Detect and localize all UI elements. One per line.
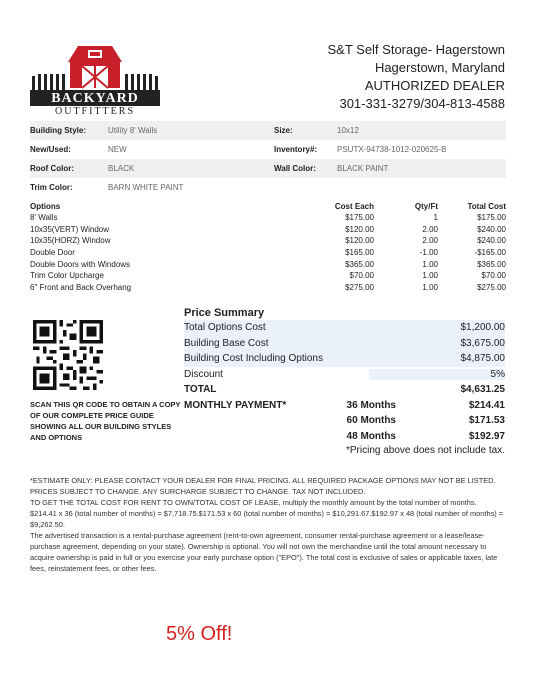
table-row [30,270,506,282]
option-name: 10x35(VERT) Window [30,224,109,234]
promo-text: 5% Off! [166,623,233,645]
table-row [30,235,506,247]
monthly-amount: $192.97 [468,430,505,442]
option-total: $275.00 [477,282,506,292]
cost-incl-options-label: Building Cost Including Options [184,353,323,365]
dealer-type: AUTHORIZED DEALER [364,78,505,93]
discount-label: Discount [184,368,223,380]
price-summary [184,306,505,458]
inventory-value: PSUTX-94738-1012-020625-B [337,145,447,154]
option-cost: $365.00 [345,259,374,269]
disclaimer-calculations: $214.41 x 36 (total number of months) = $7,718.75.$171.53 x 60 (total number of months) = $10,291.67.$192.97 x 48 (total number of months) = $9,262.50. [30,509,504,529]
building-style-value: Utility 8' Walls [108,126,158,135]
header-total-cost: Total Cost [467,201,506,211]
disclaimer-estimate: *ESTIMATE ONLY: PLEASE CONTACT YOUR DEALER FOR FINAL PRICING. ALL REQUIRED PACKAGE OPTIONS MAY NOT BE LISTED. PRICES SUBJECT TO CHANGE. ANY SURCHARGE SUBJECT TO CHANGE. TAX NOT INCLUDED. [30,476,496,496]
trim-color-value: BARN WHITE PAINT [108,183,184,192]
table-row [30,282,506,294]
option-cost: $70.00 [349,271,374,281]
size-label: Size: [274,126,293,135]
option-qty: 1.00 [422,282,438,292]
monthly-row [184,398,505,414]
cost-incl-options-row [184,351,505,367]
disclaimer-rental-purchase: The advertised transaction is a rental-purchase agreement (rent-to-own agreement, consumer rental-purchase agreement or a lease/lease-purchase agreement, depending on your state). Ownership is optional. You will not own the merchandise until the total amount necessary to acquire ownership is paid in full or you exercise your early purchase option ("EPO"). The total cost is exclusive of sales or applicable taxes, late fees, reinstatement fees, or other fees. [30,531,498,573]
building-info-grid [30,121,506,197]
discount-value: 5% [369,369,505,380]
cost-incl-options-value: $4,875.00 [460,353,505,365]
info-row [30,178,506,197]
option-total: $175.00 [477,213,506,223]
svg-text:OUTFITTERS: OUTFITTERS [55,106,135,115]
monthly-payment-label: MONTHLY PAYMENT* [184,399,287,411]
monthly-term: 48 Months [346,430,396,442]
roof-color-label: Roof Color: [30,164,74,173]
monthly-row [184,413,505,429]
option-qty: 1.00 [422,259,438,269]
wall-color-value: BLACK PAINT [337,164,389,173]
trim-color-label: Trim Color: [30,183,73,192]
new-used-label: New/Used: [30,145,71,154]
option-name: Double Door [30,248,75,258]
new-used-value: NEW [108,145,127,154]
monthly-row [184,429,505,445]
table-row [30,247,506,259]
monthly-amount: $214.41 [468,399,505,411]
option-name: 8' Walls [30,213,58,223]
info-row [30,159,506,178]
disclaimer [30,475,508,574]
roof-color-value: BLACK [108,164,135,173]
table-row [30,224,506,236]
base-cost-label: Building Base Cost [184,337,269,349]
total-value: $4,631.25 [460,384,505,396]
disclaimer-total-cost: TO GET THE TOTAL COST FOR RENT TO OWN/TOTAL COST OF LEASE, multiply the monthly amount by the total number of months. [30,498,477,507]
table-row [30,258,506,270]
option-total: $70.00 [481,271,506,281]
backyard-outfitters-logo [30,40,160,115]
wall-color-label: Wall Color: [274,164,316,173]
option-cost: $275.00 [345,282,374,292]
base-cost-value: $3,675.00 [460,337,505,349]
monthly-term: 60 Months [346,415,396,427]
svg-text:BACKYARD: BACKYARD [51,91,139,106]
tax-note: *Pricing above does not include tax. [346,445,505,456]
total-label: TOTAL [184,384,217,396]
monthly-amount: $171.53 [468,415,505,427]
info-row [30,121,506,140]
discount-row [184,367,505,383]
dealer-name: S&T Self Storage- Hagerstown [327,42,505,57]
option-name: 6" Front and Back Overhang [30,282,132,292]
inventory-label: Inventory#: [274,145,318,154]
total-options-row [184,320,505,336]
option-name: 10x35(HORZ) Window [30,236,111,246]
table-row [30,212,506,224]
options-header-row [30,200,506,212]
building-style-label: Building Style: [30,126,86,135]
info-row [30,140,506,159]
option-total: $240.00 [477,224,506,234]
option-cost: $120.00 [345,236,374,246]
option-cost: $165.00 [345,248,374,258]
price-summary-title: Price Summary [184,307,265,319]
option-qty: 1.00 [422,271,438,281]
base-cost-row [184,336,505,352]
option-total: $240.00 [477,236,506,246]
qr-code[interactable] [33,320,103,390]
dealer-phone: 301-331-3279/304-813-4588 [339,96,505,111]
header-options: Options [30,201,61,211]
header-cost-each: Cost Each [334,201,374,211]
qr-instructions: SCAN THIS QR CODE TO OBTAIN A COPY OF OUR COMPLETE PRICE GUIDE SHOWING ALL OUR BUILDING STYLES AND OPTIONS [30,400,181,442]
total-options-label: Total Options Cost [184,322,266,334]
monthly-term: 36 Months [346,399,396,411]
option-name: Trim Color Upcharge [30,271,104,281]
dealer-city: Hagerstown, Maryland [374,60,505,75]
option-cost: $175.00 [345,213,374,223]
option-total: -$165.00 [474,248,506,258]
option-name: Double Doors with Windows [30,259,131,269]
total-row [184,382,505,398]
options-table [30,200,506,293]
dealer-info [265,41,505,113]
option-cost: $120.00 [345,224,374,234]
option-qty: -1.00 [419,248,438,258]
option-total: $365.00 [477,259,506,269]
option-qty: 2.00 [422,224,438,234]
header-qty: Qty/Ft [414,201,438,211]
size-value: 10x12 [337,126,359,135]
option-qty: 2.00 [422,236,438,246]
total-options-value: $1,200.00 [460,322,505,334]
option-qty: 1 [433,213,438,223]
